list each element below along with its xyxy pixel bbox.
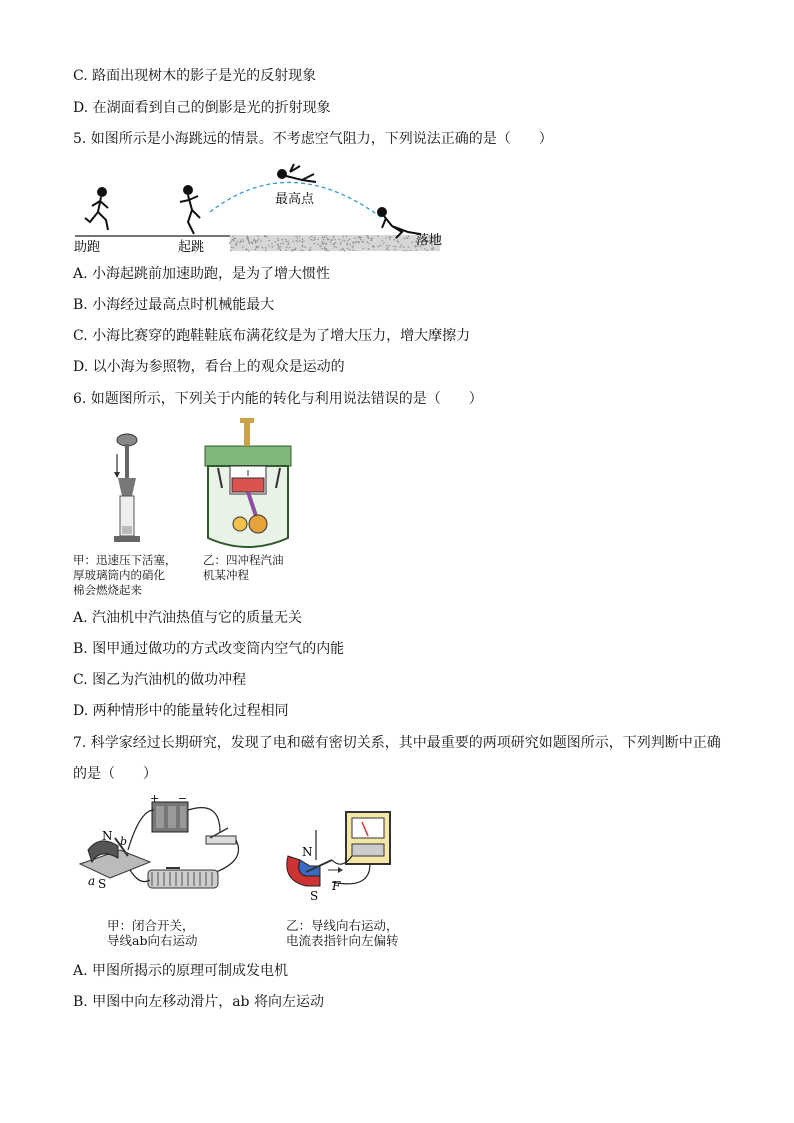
sand-speckle [311, 236, 312, 237]
sand-speckle [233, 247, 234, 248]
sand-speckle [287, 244, 288, 245]
sand-speckle [416, 250, 417, 251]
sand-speckle [352, 247, 353, 248]
label-s1: S [98, 877, 107, 891]
sand-speckle [257, 246, 258, 247]
sand-speckle [349, 249, 350, 250]
sand-speckle [387, 247, 388, 248]
sand-speckle [327, 250, 328, 251]
caption-yi-em: 乙：导线向右运动， 电流表指针向左偏转 [286, 918, 399, 948]
sand-speckle [395, 249, 396, 250]
sand-speckle [262, 247, 263, 248]
sand-speckle [343, 249, 344, 250]
sand-speckle [406, 250, 407, 251]
sand-speckle [349, 239, 350, 240]
sand-speckle [353, 242, 354, 243]
sand-speckle [368, 243, 369, 244]
em-figure [70, 790, 410, 905]
question-6: 6. 如题图所示，下列关于内能的转化与利用说法错误的是（ ） [73, 391, 483, 407]
sand-speckle [386, 248, 387, 249]
sand-speckle [393, 246, 394, 247]
label-s2: S [310, 889, 319, 903]
sand-speckle [344, 250, 345, 251]
sand-speckle [362, 241, 363, 242]
sand-speckle [232, 239, 233, 240]
sand-speckle [404, 238, 405, 239]
sand-speckle [283, 242, 284, 243]
sand-speckle [334, 243, 335, 244]
sand-speckle [366, 241, 367, 242]
sand-speckle [324, 242, 325, 243]
sand-speckle [346, 244, 347, 245]
sand-speckle [433, 249, 434, 250]
sand-speckle [313, 240, 314, 241]
sand-speckle [253, 240, 254, 241]
sand-speckle [304, 246, 305, 247]
sand-speckle [393, 239, 394, 240]
sand-speckle [255, 240, 256, 241]
sand-speckle [389, 238, 390, 239]
sand-speckle [333, 237, 334, 238]
motor-apparatus [80, 792, 239, 891]
heat-figure [80, 418, 310, 553]
sand-speckle [412, 242, 413, 243]
option-c-q5: C. 小海比赛穿的跑鞋鞋底布满花纹是为了增大压力，增大摩擦力 [73, 328, 471, 344]
option-d-q4: D. 在湖面看到自己的倒影是光的折射现象 [73, 100, 331, 116]
sand-speckle [397, 240, 398, 241]
sand-speckle [324, 246, 325, 247]
sand-speckle [367, 235, 368, 236]
sand-speckle [293, 241, 294, 242]
sand-speckle [285, 239, 286, 240]
label-run: 助跑 [74, 240, 101, 255]
sand-speckle [314, 237, 315, 238]
four-stroke-engine [205, 418, 291, 547]
sand-speckle [231, 247, 232, 248]
sand-speckle [303, 241, 304, 242]
sand-speckle [343, 236, 344, 237]
sand-speckle [255, 249, 256, 250]
sand-speckle [326, 243, 327, 244]
sand-speckle [297, 238, 298, 239]
sand-speckle [242, 246, 243, 247]
caption-jia-em: 甲：闭合开关， 导线ab向右运动 [107, 918, 198, 948]
sand-speckle [265, 250, 266, 251]
sand-speckle [248, 250, 249, 251]
sand-speckle [322, 241, 323, 242]
sand-speckle [287, 241, 288, 242]
sand-speckle [280, 250, 281, 251]
sand-speckle [324, 248, 325, 249]
sand-speckle [372, 238, 373, 239]
sand-speckle [340, 242, 341, 243]
sand-speckle [322, 237, 323, 238]
sand-speckle [297, 241, 298, 242]
sand-speckle [234, 238, 235, 239]
sand-speckle [388, 236, 389, 237]
sand-speckle [302, 246, 303, 247]
sand-speckle [299, 240, 300, 241]
sand-speckle [277, 244, 278, 245]
option-c-q4: C. 路面出现树木的影子是光的反射现象 [73, 68, 317, 84]
option-c-q6: C. 图乙为汽油机的做功冲程 [73, 672, 247, 688]
sand-speckle [355, 241, 356, 242]
sand-speckle [340, 249, 341, 250]
sand-speckle [243, 241, 244, 242]
sand-speckle [358, 237, 359, 238]
sand-speckle [314, 243, 315, 244]
option-b-q5: B. 小海经过最高点时机械能最大 [73, 297, 275, 313]
sand-speckle [266, 236, 267, 237]
sand-speckle [236, 244, 237, 245]
sand-speckle [295, 248, 296, 249]
sand-speckle [388, 249, 389, 250]
sand-speckle [368, 248, 369, 249]
sand-speckle [383, 243, 384, 244]
sand-speckle [232, 236, 233, 237]
sand-speckle [408, 247, 409, 248]
sand-speckle [251, 242, 252, 243]
label-highest: 最高点 [275, 192, 315, 207]
sand-speckle [311, 239, 312, 240]
label-minus: − [178, 792, 188, 805]
sand-speckle [371, 240, 372, 241]
sand-speckle [332, 244, 333, 245]
sand-speckle [265, 247, 266, 248]
sand-speckle [248, 241, 249, 242]
sand-speckle [382, 240, 383, 241]
sand-speckle [359, 242, 360, 243]
sand-speckle [431, 248, 432, 249]
sand-speckle [309, 237, 310, 238]
sand-speckle [249, 243, 250, 244]
option-a-q7: A. 甲图所揭示的原理可制成发电机 [73, 963, 289, 979]
sand-speckle [247, 238, 248, 239]
sand-speckle [317, 244, 318, 245]
sand-speckle [291, 250, 292, 251]
sand-speckle [360, 239, 361, 240]
sand-speckle [295, 236, 296, 237]
question-5: 5. 如图所示是小海跳远的情景。不考虑空气阻力，下列说法正确的是（ ） [73, 131, 553, 147]
option-d-q6: D. 两种情形中的能量转化过程相同 [73, 703, 289, 719]
sand-speckle [427, 250, 428, 251]
sand-speckle [323, 239, 324, 240]
sand-speckle [334, 246, 335, 247]
sand-speckle [386, 245, 387, 246]
sand-speckle [257, 236, 258, 237]
sand-speckle [280, 246, 281, 247]
sand-speckle [295, 249, 296, 250]
label-b: b [120, 835, 128, 848]
sand-speckle [340, 243, 341, 244]
sand-speckle [281, 239, 282, 240]
sand-speckle [377, 236, 378, 237]
sand-speckle [272, 246, 273, 247]
sand-speckle [335, 247, 336, 248]
sand-speckle [385, 237, 386, 238]
sand-speckle [302, 239, 303, 240]
sand-speckle [296, 240, 297, 241]
sand-speckle [363, 248, 364, 249]
sand-speckle [389, 245, 390, 246]
landing-figure [378, 208, 420, 238]
sand-speckle [258, 239, 259, 240]
sand-speckle [353, 245, 354, 246]
takeoff-figure [180, 186, 200, 234]
sand-speckle [334, 239, 335, 240]
sand-speckle [346, 236, 347, 237]
label-plus: + [150, 792, 160, 805]
sand-speckle [328, 239, 329, 240]
sand-speckle [335, 242, 336, 243]
sand-speckle [257, 240, 258, 241]
option-b-q7: B. 甲图中向左移动滑片，ab 将向左运动 [73, 994, 324, 1010]
sand-speckle [277, 238, 278, 239]
sand-speckle [403, 250, 404, 251]
sand-speckle [300, 249, 301, 250]
sand-speckle [289, 247, 290, 248]
sand-speckle [330, 242, 331, 243]
question-7-cont: 的是（ ） [73, 766, 157, 782]
label-n1: N [102, 829, 113, 843]
sand-speckle [278, 248, 279, 249]
sand-speckle [254, 239, 255, 240]
sand-speckle [286, 247, 287, 248]
label-a: a [88, 874, 96, 888]
sand-speckle [293, 249, 294, 250]
sand-speckle [353, 250, 354, 251]
option-d-q5: D. 以小海为参照物，看台上的观众是运动的 [73, 359, 345, 375]
sand-speckle [264, 235, 265, 236]
sand-speckle [326, 250, 327, 251]
sand-speckle [233, 240, 234, 241]
sand-speckle [319, 246, 320, 247]
sand-speckle [275, 241, 276, 242]
sand-speckle [299, 236, 300, 237]
sand-speckle [398, 242, 399, 243]
sand-speckle [288, 243, 289, 244]
sand-speckle [354, 238, 355, 239]
option-b-q6: B. 图甲通过做功的方式改变筒内空气的内能 [73, 641, 345, 657]
label-n2: N [302, 845, 313, 859]
sand-speckle [302, 250, 303, 251]
sand-speckle [380, 245, 381, 246]
sand-speckle [408, 236, 409, 237]
sand-speckle [322, 248, 323, 249]
sand-speckle [338, 239, 339, 240]
question-7: 7. 科学家经过长期研究，发现了电和磁有密切关系，其中最重要的两项研究如题图所示，下列判断中正确 [73, 735, 721, 751]
label-land: 落地 [416, 233, 443, 248]
sand-speckle [326, 235, 327, 236]
sand-speckle [324, 237, 325, 238]
sand-speckle [302, 242, 303, 243]
sand-speckle [327, 238, 328, 239]
sand-speckle [310, 247, 311, 248]
sand-speckle [410, 250, 411, 251]
sand-speckle [322, 244, 323, 245]
generator-apparatus [287, 812, 390, 903]
sand-speckle [241, 239, 242, 240]
label-f: F [332, 879, 341, 893]
sand-speckle [347, 240, 348, 241]
sand-speckle [240, 241, 241, 242]
sand-speckle [342, 240, 343, 241]
sand-speckle [260, 240, 261, 241]
option-a-q5: A. 小海起跳前加速助跑，是为了增大惯性 [73, 266, 331, 282]
sand-speckle [268, 240, 269, 241]
sand-speckle [406, 237, 407, 238]
sand-speckle [399, 247, 400, 248]
sand-speckle [327, 239, 328, 240]
sand-speckle [350, 244, 351, 245]
sand-speckle [400, 245, 401, 246]
sand-speckle [344, 240, 345, 241]
option-a-q6: A. 汽油机中汽油热值与它的质量无关 [73, 610, 303, 626]
sand-speckle [347, 243, 348, 244]
sand-speckle [372, 246, 373, 247]
sand-speckle [368, 238, 369, 239]
sand-speckle [390, 237, 391, 238]
sand-speckle [278, 240, 279, 241]
sand-speckle [278, 246, 279, 247]
sand-speckle [317, 239, 318, 240]
caption-yi-heat: 乙：四冲程汽油 机某冲程 [203, 553, 284, 582]
runner-figure [85, 188, 108, 230]
sand-speckle [285, 250, 286, 251]
caption-jia-heat: 甲：迅速压下活塞， 厚玻璃筒内的硝化 棉会燃烧起来 [73, 553, 177, 597]
sand-speckle [403, 246, 404, 247]
sand-speckle [424, 248, 425, 249]
sand-speckle [237, 241, 238, 242]
sand-speckle [230, 250, 231, 251]
flight-figure [278, 164, 316, 182]
sand-speckle [347, 248, 348, 249]
long-jump-figure [70, 160, 470, 256]
sand-speckle [271, 243, 272, 244]
label-takeoff: 起跳 [178, 240, 205, 255]
sand-speckle [378, 246, 379, 247]
piston-cylinder-apparatus [114, 434, 140, 542]
sand-speckle [314, 239, 315, 240]
sand-speckle [326, 248, 327, 249]
sand-speckle [331, 240, 332, 241]
sand-speckle [280, 243, 281, 244]
sand-speckle [395, 246, 396, 247]
sand-speckle [268, 245, 269, 246]
sand-speckle [247, 236, 248, 237]
sand-speckle [286, 241, 287, 242]
sand-speckle [246, 249, 247, 250]
sand-speckle [309, 249, 310, 250]
sand-speckle [229, 242, 230, 243]
sand-speckle [233, 238, 234, 239]
sand-speckle [231, 241, 232, 242]
